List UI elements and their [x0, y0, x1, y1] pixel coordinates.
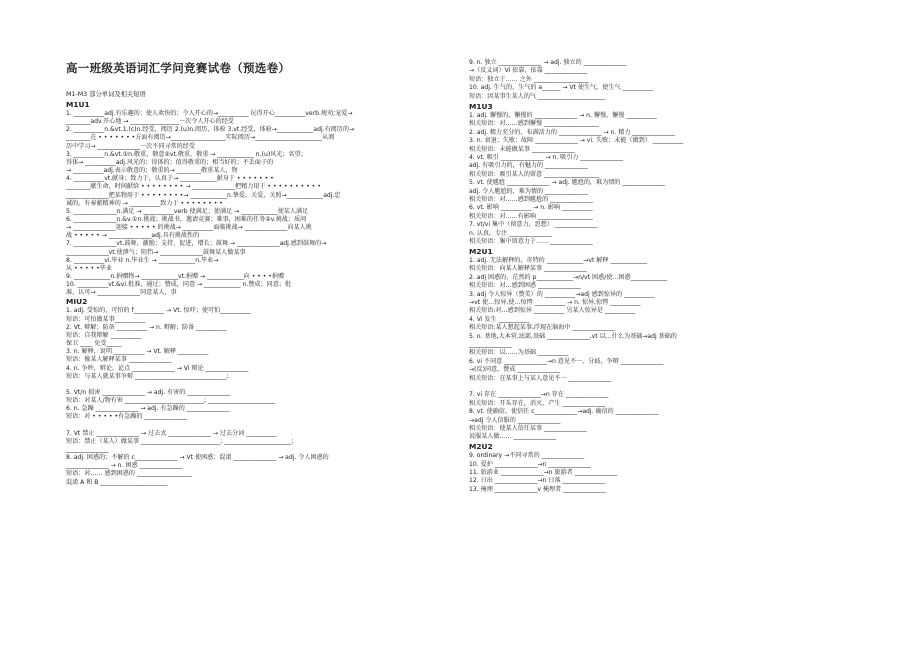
question-line: 7. Vt 禁止 ______________ → 过去式 ______________ → 过去分词 __________ [66, 429, 277, 437]
question-line: 准，认可→ ______________同意某人，事 [66, 289, 177, 297]
section-heading: MIU2 [66, 297, 88, 307]
question-line: 短语：因某事生某人的气 ______________________ [469, 92, 605, 100]
question-line: 5. ______________n.满足 → __________verb 使满足；使满足 → ____________使某人满足 [66, 207, 309, 215]
question-line: ______________ → n. 困惑 ______________ [66, 462, 183, 470]
question-line: 2. adj. 精力充分的，布满活力的 ______________ → n. 精力 ______________ [469, 128, 676, 136]
question-line: ______________ [66, 446, 109, 453]
question-line: 10. 爱护 ______________→n ______________ [469, 460, 591, 468]
question-line: 12. 日出 ______________→n 日落 ______________ [469, 477, 606, 485]
question-line: 3. n. 解释，说明 __________ → Vt. 解释 __________ [66, 348, 209, 356]
question-line: 2. __________n.&vt.1.(c)n.经受，阅历 2.(u)n.阅历，体验 3.vt.经受，体验→____________adj.有阅历的→ [66, 126, 355, 134]
question-line: 3. __________n.&vt.①n.敬重，敬意②vt.敬重，敬重 → ____________ n.(u)风光；名望； [66, 150, 307, 158]
question-line: 相关短语:对…感到惊异 __________ 另某人惊异是 __________ [469, 307, 636, 315]
question-line: ________献生命，时间献给 • • • • • • • • → ______________把精力用于 • • • • • • • • • • [66, 183, 321, 191]
question-line: 1. adj. 懈慢的，懈慢的 ______________ → n. 懈慢，懈慢 __________ [469, 112, 657, 119]
question-line: 6. vi 不同意 ______________→n 意见不一，分歧，争辩 ______________ [469, 357, 664, 365]
question-line: → __________adj.表示敬意的；敬重的→ ________敬重某人，物 [66, 167, 238, 175]
question-line: 相关短语：以……为基础 __________ [469, 349, 569, 357]
question-line: → ______________迎接 • • • • • 的挑战→ __________面临挑战→ ______________向某人挑 [66, 224, 312, 232]
question-line: 保卫 ____ 免受_____ [66, 340, 122, 348]
question-line: 8. adj. 困惑的；不解的 c______________ → Vt 使困惑；混淆 ______________ → adj. 令人困惑的 [66, 454, 329, 462]
question-line: 短语：像某人解释某事 ______________ [66, 356, 172, 364]
question-line: adj. 令人尴尬的，难为情的 ______________ [469, 187, 588, 195]
question-line: →(反)同意，赞成 ______________ [469, 366, 561, 374]
question-line: ______________把某物用于 • • • • • • • •→ ____________n.挚爱，关爱，关照→____________adj.忠 [66, 191, 341, 199]
question-line: 2. Vt. 辩解；防备 __________ → n. 辩解；防备 __________ [66, 323, 227, 331]
question-line: 1. adj. 受惊的，可怕的 f__________ → Vt. 惊吓；使可怕__________ [66, 307, 251, 315]
question-line: 诚的，有奉献精神的 → __________致力于 • • • • • • • • [66, 199, 223, 207]
question-line: 从 • • • • •毕业 [66, 264, 112, 272]
question-line: 5. n. 基地,大本营,底部,基础 ______________,vt 以…什么为基础→adj 基础的 [469, 332, 677, 340]
question-line: 短语：可怕做某事__________ [66, 315, 146, 323]
question-line: 13. 掩埋 ______________v 掩埋者 ______________ [469, 485, 606, 493]
question-line: 相关短语：对……有影响 __________________ [469, 212, 593, 220]
question-line: 短语：对某人/物有害 __________________________; ______________________ [66, 397, 276, 405]
question-line: 11. 旅游业 ______________→n 旅游者 ______________ [469, 469, 618, 476]
question-line: ______________vt.使泄气；阻挡→ ______________鼓舞某人做某事 [66, 248, 246, 256]
question-line: 6. ______________n.&v.①n.挑战；挑战书，邀请竞赛；难事，困难的任务②v.挑战；质问 [66, 215, 307, 223]
question-line: 6. vt. 影响 __________ → n. 影响 __________ [469, 204, 593, 212]
question-line: 相关短语:某人想起某事,浮现在脑海中 ______________ [469, 324, 616, 332]
question-line: 4. vt. 吸引 ______________ → n. 吸引力 ______________ [469, 154, 623, 161]
question-line: 相关短语：在某事上与某人意见不一 ______________ [469, 374, 612, 382]
question-line: n. 认真，专注 ______________ [469, 229, 552, 237]
question-line: 2. adj 困惑的，茫然的 p____________→n/vt 困惑/使…困惑____________ [469, 273, 668, 281]
question-line: 历中学习→ ______________一次不同寻常的经受 [66, 142, 195, 150]
question-line: 5. vt. 使尴尬 ______________ → adj. 尴尬的，难为情的 ______________ [469, 179, 665, 187]
section-heading: M1U3 [469, 102, 493, 111]
question-line: 混淆 A 和 B ______________________ [66, 478, 168, 486]
question-line: 战 • • • • • → ______________adj.具有挑战性的 [66, 232, 200, 240]
question-line: 6. n. 急躁 ______________ → adj. 有急躁的 ______________ [66, 405, 230, 413]
section-heading: M2U2 [469, 442, 493, 452]
question-line: 相关短语：对…感到困惑 ______________ [469, 282, 581, 290]
question-line: 短语：与某人就某事争辩 ______________________________; [66, 372, 229, 380]
question-line: 7. vi 存在 ______________→n 存在 ______________ [469, 391, 609, 399]
intro-text: M1-M3 部分单词及相关短语 [66, 91, 146, 98]
question-line: 相关短语：对……感到懈慢 __________________ [469, 120, 599, 128]
question-line: 4. n. 争吵，辩论，论点 ______________ → Vi 辩论 ______________ [66, 364, 249, 372]
question-line: 相关短语：集中留意力于…… ______________ [469, 238, 593, 245]
question-line: 相关短语：对……感到尴尬的 ______________ [469, 196, 593, 203]
question-line: →adj 令人信服的 ______________ [469, 416, 561, 424]
question-line: 4. __________vt.献身；致力于，认真于→ ____________献身于 • • • • • • • [66, 175, 274, 183]
question-line: 7. vt/vi 集中（留意力，思想） ______________ [469, 221, 598, 229]
question-line: 短语：禁止（某人）做某事 __________________________; ______________________; [66, 437, 294, 445]
question-line: 相关短语：使某人信任某事 ______________ [469, 424, 587, 432]
question-line: 9. n. 独立 ______________ → adj. 独立的 ______________ [469, 59, 627, 66]
question-line: 1. __________adj.有乐趣的；使人欢快的；令人开心的→__________ 玩得开心__________verb.规劝;宠爱→ [66, 110, 353, 117]
section-heading: M1U1 [66, 100, 90, 109]
question-line: 10. __________vt.&vi.批准，通过；赞成，同意 → ____________ n.赞成；同意；批 [66, 281, 291, 289]
page-title: 高一班级英语词汇学问竞赛试卷（预选卷） [66, 61, 291, 75]
question-line: 9. ____________n.捐赠物→ ____________vt.捐赠 → ____________向 • • • •捐赠 [66, 273, 285, 280]
question-line: 4. Vi 发生 __________ [469, 315, 530, 323]
question-line: ________adv.开心地 → ________________一次令人开心的经受 [66, 118, 234, 126]
question-line: 8. vt. 使确信，使信任 c______________→adj. 确信的 ______________ [469, 408, 659, 416]
question-line: ________在 • • • • • • •方面有阅历→__________________实际阅历→______________________从阅 [66, 134, 335, 142]
question-line: ______________ [469, 340, 512, 348]
question-line: 8. __________vi.毕业 n.毕业生 → ____________n.毕业→ [66, 256, 219, 264]
question-line: 说服某人做…… ______________ [469, 433, 557, 441]
question-line: 1. adj. 无法解释的，奇特的 ____________→vt 解释 ____________ [469, 256, 647, 264]
question-line: →（反义词）Vi 依靠，依靠 ______________ [469, 67, 588, 75]
question-line: →vt 使…惊异,使…惊愕 __________ → n. 惊异,惊愕 __________ [469, 298, 641, 306]
question-line: 3. n. 衰退；失败；故障 ______________ → vi. 失败；未能（做到） __________ [469, 137, 684, 145]
question-line: 7. ______________vt.鼓舞，激励；支持，促进，增长；鼓舞 → ______________adj.感到鼓舞的→ [66, 240, 327, 248]
question-line: 短语：对…… 感到困惑的 __________________ [66, 470, 192, 478]
question-line: 相关短语：吸引某人的留意 __________________ [469, 170, 599, 178]
question-line: 短语：独立于…… 之外 __________________ [469, 75, 589, 83]
question-line: 相关短语：未能做某事 ______________ [469, 145, 575, 153]
question-line: 相关短语：向某人解释某事 ______________ [469, 265, 587, 273]
question-line: 相关短语：开头存在，消灭，产生 ______________ [469, 399, 605, 407]
question-line: 得体→ __________adj.风光的；得体的；值得敬重的；相当好的；不丢面子的 [66, 158, 274, 166]
question-line: 9. ordinary →不同寻常的 ______________ [469, 452, 585, 460]
question-line: adj. 有吸引力的，有魅力的 ______________ [469, 162, 588, 170]
question-line: 10. adj. 生气的，生气的 a______ → Vt 使生气，使生气 __________ [469, 84, 653, 92]
question-line: 5. Vt/n 损害 ______________ → adj. 有害的 ______________ [66, 388, 230, 396]
section-heading: M2U1 [469, 246, 493, 256]
question-line: 短语：对 • • • • •有急躁的 ______________ [66, 413, 188, 421]
question-line: 3. adj 令人惊异（赞美）的 __________→adj 感到惊异的 __________ [469, 290, 655, 298]
question-line: 短语：自我辩解 __________ [66, 331, 142, 339]
